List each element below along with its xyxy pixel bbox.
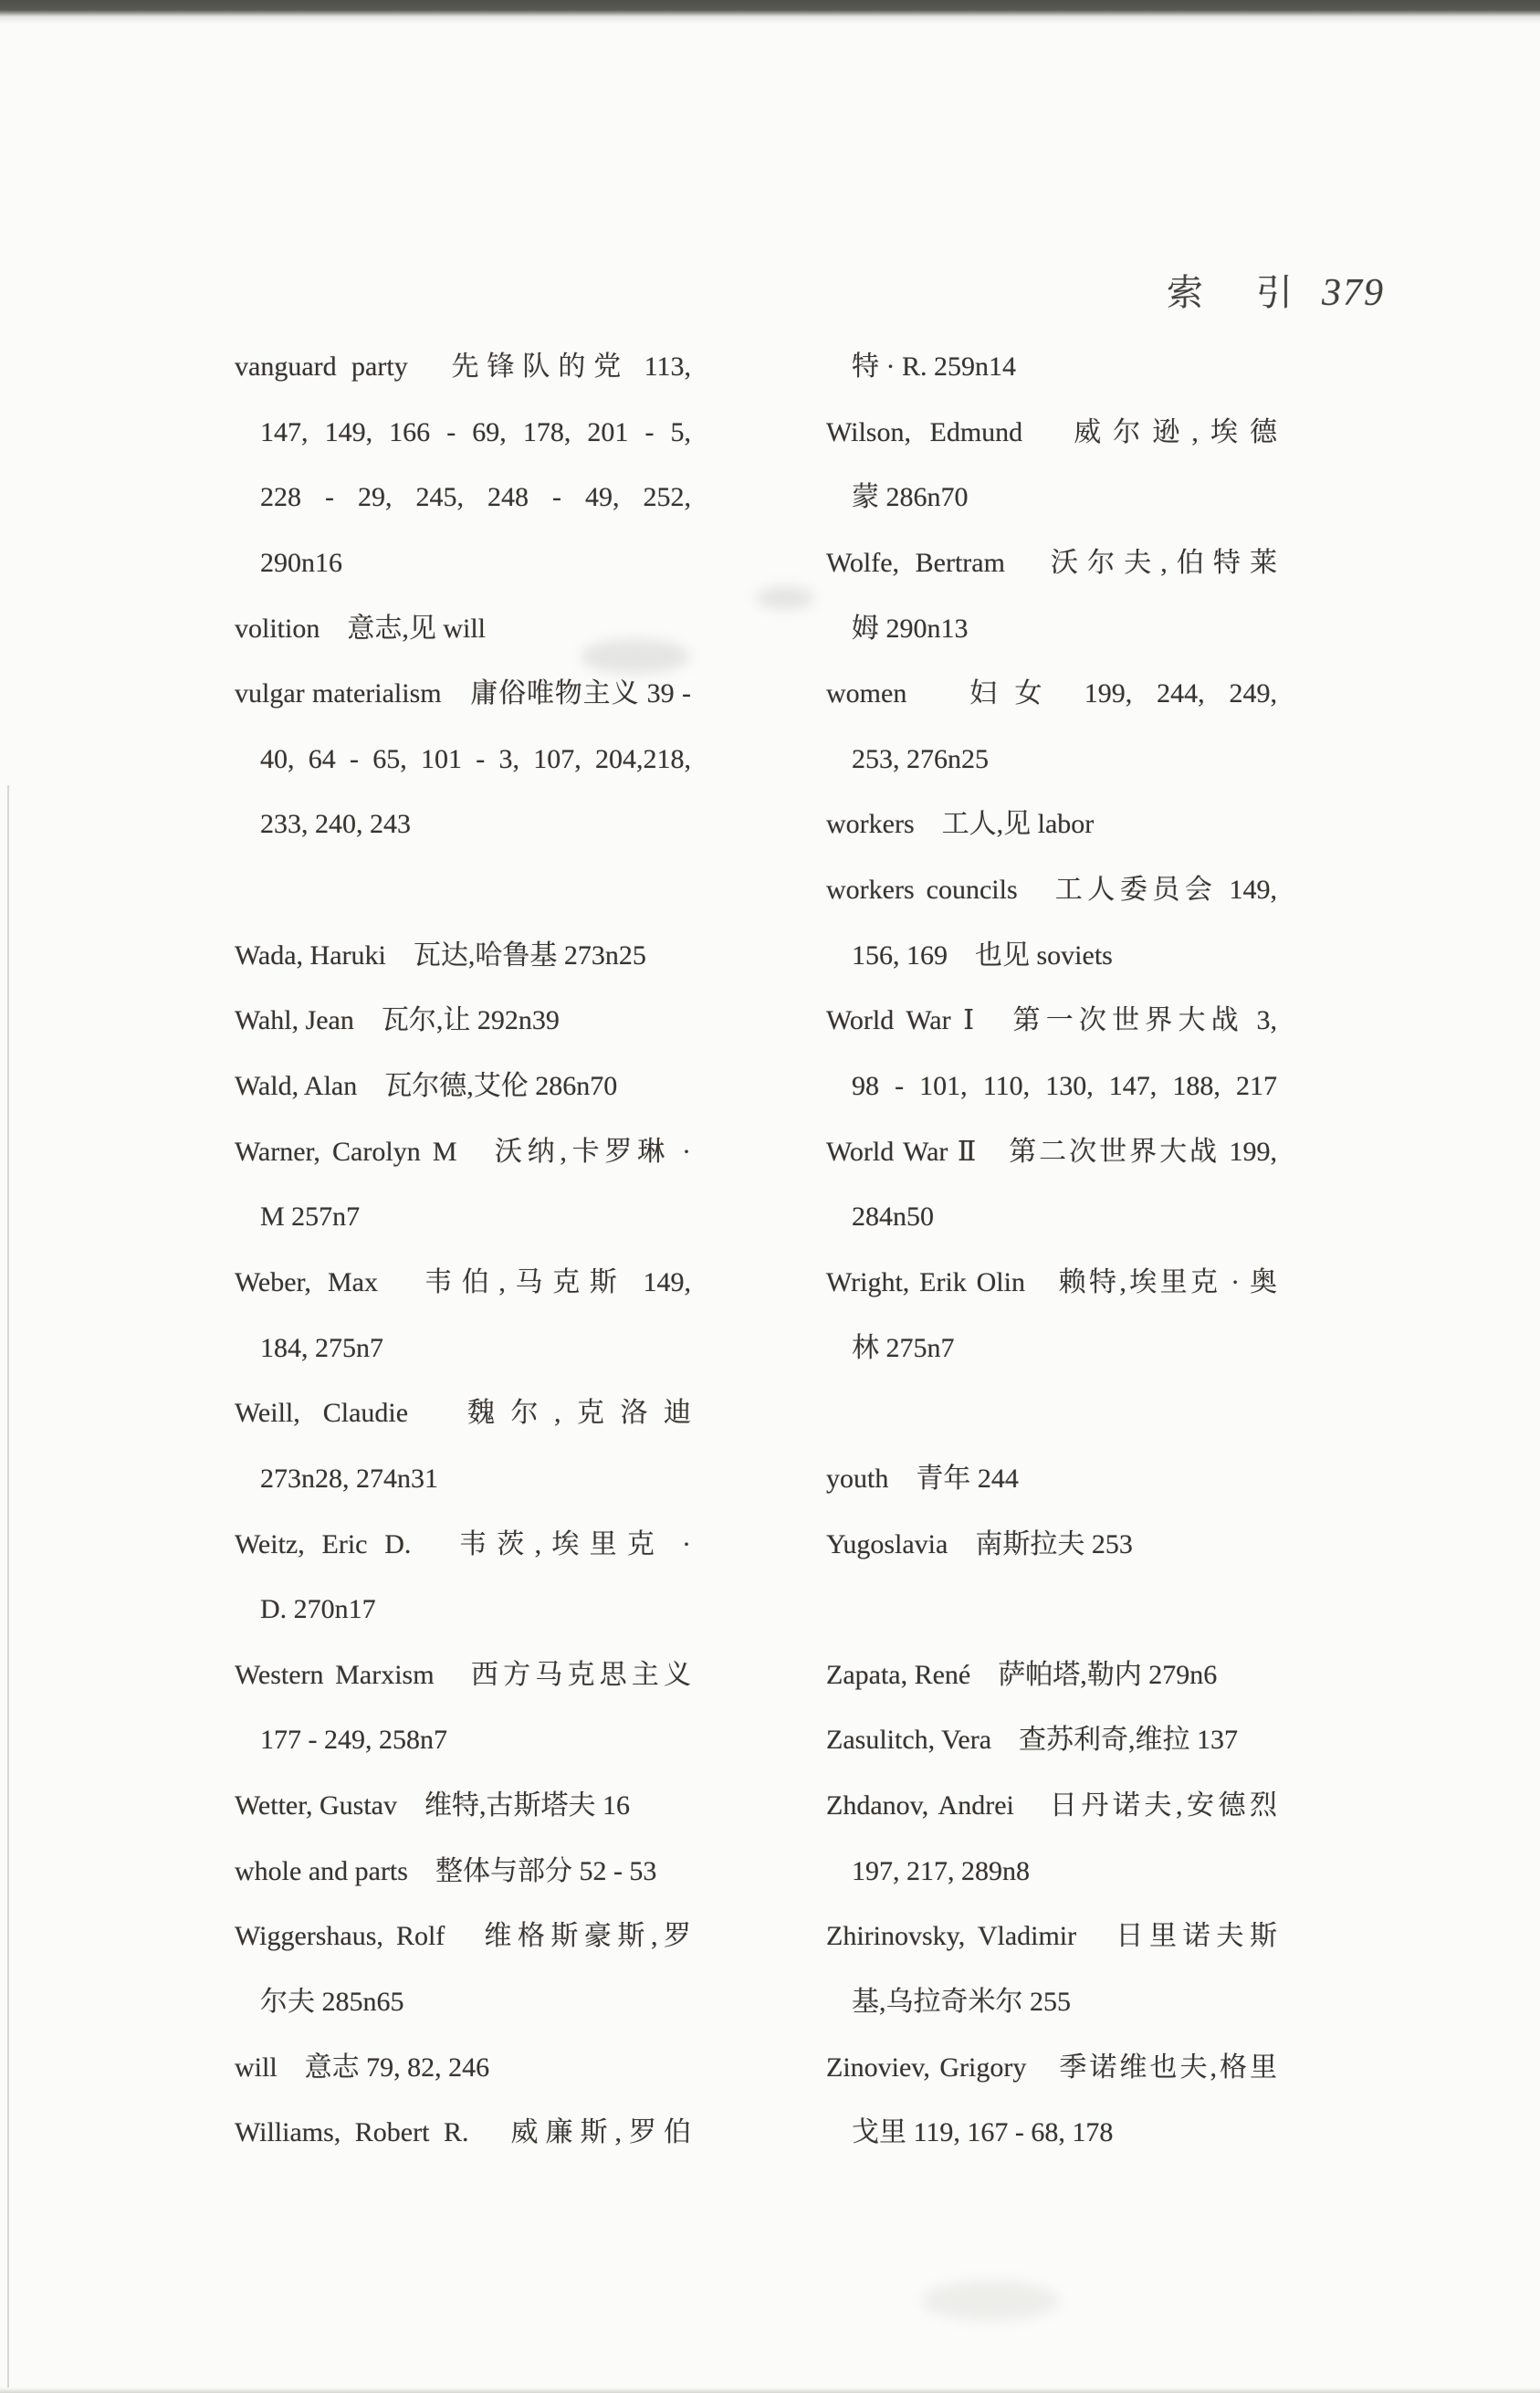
index-entry-line: Wright, Erik Olin 赖特,埃里克 · 奥 [826,1266,1277,1297]
running-head [1130,214,1385,314]
index-entry-line: Western Marxism 西方马克思主义 [235,1659,691,1690]
scan-edge-left [7,785,9,2388]
index-entry-line: Wilson, Edmund 威尔逊,埃德 [826,416,1277,447]
index-entry-line: Wahl, Jean 瓦尔,让 292n39 [235,1005,560,1036]
index-column-left [235,334,691,2166]
index-entry-line: Weber, Max 韦伯,马克斯 149, [235,1266,691,1297]
index-entry-line: D. 270n17 [260,1594,376,1625]
index-entry-line: Wolfe, Bertram 沃尔夫,伯特莱 [826,547,1277,578]
index-entry-line: women 妇女 199, 244, 249, [826,678,1277,709]
index-entry-line: 蒙 286n70 [852,482,969,513]
scan-edge-bottom [0,2388,1540,2393]
index-entry-line: Warner, Carolyn M 沃纳,卡罗琳 · [235,1136,691,1167]
index-entry-line: World War Ⅰ 第一次世界大战 3, [826,1005,1277,1036]
index-entry-line: 40, 64 - 65, 101 - 3, 107, 204,218, [260,743,691,774]
index-entry-line: M 257n7 [260,1202,361,1233]
scan-smudge [922,2281,1059,2321]
index-entry-line: vulgar materialism 庸俗唯物主义 39 - [235,678,691,709]
index-entry-line: 228 - 29, 245, 248 - 49, 252, [260,482,691,513]
index-entry-line: will 意志 79, 82, 246 [235,2052,490,2083]
index-entry-line: Weitz, Eric D. 韦茨,埃里克 · [235,1528,691,1559]
index-entry-line: 戈里 119, 167 - 68, 178 [852,2117,1114,2148]
index-entry-line: Wald, Alan 瓦尔德,艾伦 286n70 [235,1071,618,1102]
index-entry-line: 290n16 [260,547,342,578]
blank-line [235,857,691,923]
index-entry-line: 基,乌拉奇米尔 255 [852,1987,1071,2018]
blank-line [826,1577,1277,1643]
blank-line [826,1380,1277,1446]
index-title: 索 引 [1167,272,1294,313]
index-entry-line: vanguard party 先锋队的党 113, [235,352,691,382]
index-entry-line: workers councils 工人委员会 149, [826,875,1277,906]
index-entry-line: workers 工人,见 labor [826,809,1095,840]
index-entry-line: Yugoslavia 南斯拉夫 253 [826,1528,1133,1559]
index-entry-line: 177 - 249, 258n7 [260,1725,447,1756]
index-entry-line: Zapata, René 萨帕塔,勒内 279n6 [826,1659,1218,1690]
index-entry-line: youth 青年 244 [826,1463,1019,1494]
index-entry-line: Weill, Claudie 魏尔,克洛迪 [235,1398,691,1429]
scan-edge-top [0,0,1540,24]
index-entry-line: 147, 149, 166 - 69, 178, 201 - 5, [260,416,691,447]
index-column-right [826,334,1277,2166]
index-entry-line: Zhdanov, Andrei 日丹诺夫,安德烈 [826,1790,1277,1821]
index-entry-line: 98 - 101, 110, 130, 147, 188, 217 [852,1071,1277,1102]
scan-smudge [756,586,814,610]
index-entry-line: 197, 217, 289n8 [852,1855,1030,1886]
index-entry-line: Wetter, Gustav 维特,古斯塔夫 16 [235,1790,630,1821]
index-entry-line: Zasulitch, Vera 查苏利奇,维拉 137 [826,1725,1239,1756]
index-entry-line: 284n50 [852,1202,934,1233]
index-entry-line: Wiggershaus, Rolf 维格斯豪斯,罗 [235,1921,691,1952]
index-entry-line: 特 · R. 259n14 [852,352,1016,382]
index-entry-line: 273n28, 274n31 [260,1463,438,1494]
index-entry-line: Zinoviev, Grigory 季诺维也夫,格里 [826,2052,1277,2083]
index-entry-line: volition 意志,见 will [235,613,487,644]
index-entry-line: Zhirinovsky, Vladimir 日里诺夫斯 [826,1921,1277,1952]
index-entry-line: 233, 240, 243 [260,809,411,840]
index-entry-line: 姆 290n13 [852,613,969,644]
index-entry-line: Wada, Haruki 瓦达,哈鲁基 273n25 [235,939,646,971]
index-entry-line: 184, 275n7 [260,1332,383,1363]
index-entry-line: World War Ⅱ 第二次世界大战 199, [826,1136,1277,1167]
index-entry-line: 156, 169 也见 soviets [852,939,1113,971]
index-entry-line: 林 275n7 [852,1332,955,1363]
index-entry-line: Williams, Robert R. 威廉斯,罗伯 [235,2117,691,2148]
index-entry-line: 尔夫 285n65 [260,1987,404,2018]
index-entry-line: 253, 276n25 [852,743,989,774]
index-entry-line: whole and parts 整体与部分 52 - 53 [235,1855,657,1886]
page-number: 379 [1322,272,1385,314]
